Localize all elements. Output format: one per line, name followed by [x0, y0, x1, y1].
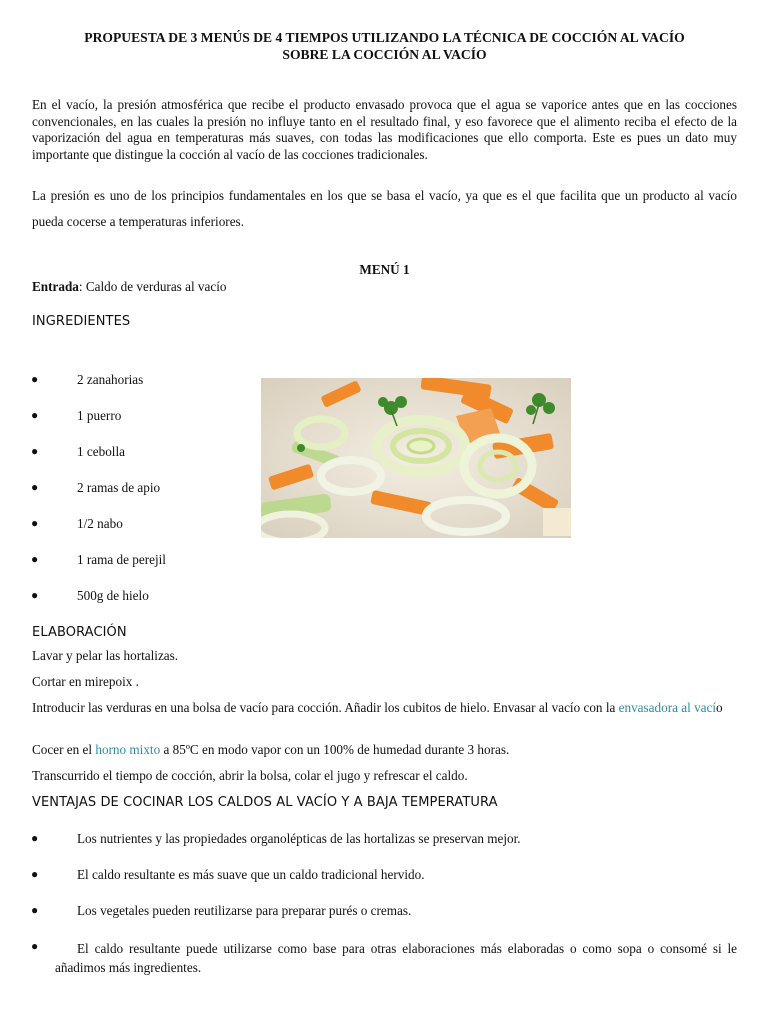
ventaja-text: El caldo resultante puede utilizarse como base para otras elaboraciones más elaboradas o como sopa o consomé si le añadimos más ingredientes. — [55, 941, 737, 975]
bullet-icon: ● — [31, 516, 39, 530]
ventaja-text: El caldo resultante es más suave que un caldo tradicional hervido. — [77, 867, 425, 882]
ventaja-text: Los vegetales pueden reutilizarse para preparar purés o cremas. — [77, 903, 412, 918]
entrada-line — [32, 279, 226, 295]
step-4-text: Cocer en el — [32, 742, 96, 757]
ingredient-text: 1 rama de perejil — [77, 552, 166, 567]
ingredient-text: 2 ramas de apio — [77, 480, 161, 495]
entrada-text: : Caldo de verduras al vacío — [78, 279, 227, 294]
vegetables-photo-graphic — [261, 378, 571, 538]
bullet-icon: ● — [31, 831, 39, 845]
bullet-icon: ● — [31, 480, 39, 494]
bullet-icon: ● — [31, 444, 39, 458]
intro-paragraph-2: La presión es uno de los principios fundamentales en los que se basa el vacío, ya que es el que facilita que un producto al vacío pueda cocerse a temperaturas inferiores. — [32, 188, 737, 229]
step-3-end: o — [716, 700, 723, 715]
ingredient-text: 500g de hielo — [77, 588, 149, 603]
step-4 — [32, 742, 509, 758]
bullet-icon: ● — [31, 903, 39, 917]
bullet-icon: ● — [31, 372, 39, 386]
step-2: Cortar en mirepoix . — [32, 674, 139, 689]
ingredient-text: 1/2 nabo — [77, 516, 123, 531]
ingredient-text: 1 puerro — [77, 408, 122, 423]
step-1: Lavar y pelar las hortalizas. — [32, 648, 179, 663]
bullet-icon: ● — [31, 939, 39, 953]
bullet-icon: ● — [31, 867, 39, 881]
vegetables-photo — [261, 378, 571, 538]
envasadora-link[interactable]: envasadora al vací — [618, 700, 717, 715]
document-title — [32, 29, 737, 63]
step-5: Transcurrido el tiempo de cocción, abrir la bolsa, colar el jugo y refrescar el caldo. — [32, 768, 468, 783]
ingredient-text: 1 cebolla — [77, 444, 125, 459]
title-line-1: PROPUESTA DE 3 MENÚS DE 4 TIEMPOS UTILIZANDO LA TÉCNICA DE COCCIÓN AL VACÍO — [84, 30, 685, 45]
ingredients-heading: INGREDIENTES — [32, 314, 131, 329]
entrada-label: Entrada — [32, 279, 79, 294]
ingredient-text: 2 zanahorias — [77, 372, 144, 387]
step-4-end: a 85ºC en modo vapor con un 100% de humedad durante 3 horas. — [160, 742, 510, 757]
step-3 — [32, 699, 737, 717]
menu-title: MENÚ 1 — [359, 262, 410, 277]
elaboracion-heading: ELABORACIÓN — [32, 625, 127, 640]
title-line-2: SOBRE LA COCCIÓN AL VACÍO — [282, 47, 487, 62]
bullet-icon: ● — [31, 552, 39, 566]
ventaja-text: Los nutrientes y las propiedades organolépticas de las hortalizas se preservan mejor. — [77, 831, 521, 846]
horno-mixto-link[interactable]: horno mixto — [95, 742, 161, 757]
bullet-icon: ● — [31, 588, 39, 602]
bullet-icon: ● — [31, 408, 39, 422]
ventajas-heading: VENTAJAS DE COCINAR LOS CALDOS AL VACÍO Y A BAJA TEMPERATURA — [32, 795, 498, 810]
step-3-text: Introducir las verduras en una bolsa de vacío para cocción. Añadir los cubitos de hielo. Envasar al vacío con la — [32, 700, 619, 715]
intro-paragraph-1: En el vacío, la presión atmosférica que recibe el producto envasado provoca que el agua se vaporice antes que en las cocciones convencionales, en las cuales la presión no influye tanto en el resultado final, y eso favorece que el alimento reciba el efecto de la vaporización del agua en temperaturas más suaves, con todas las modificaciones que ello comporta. Este es pues un dato muy importante que distingue la cocción al vacío de las cocciones tradicionales. — [32, 97, 737, 162]
